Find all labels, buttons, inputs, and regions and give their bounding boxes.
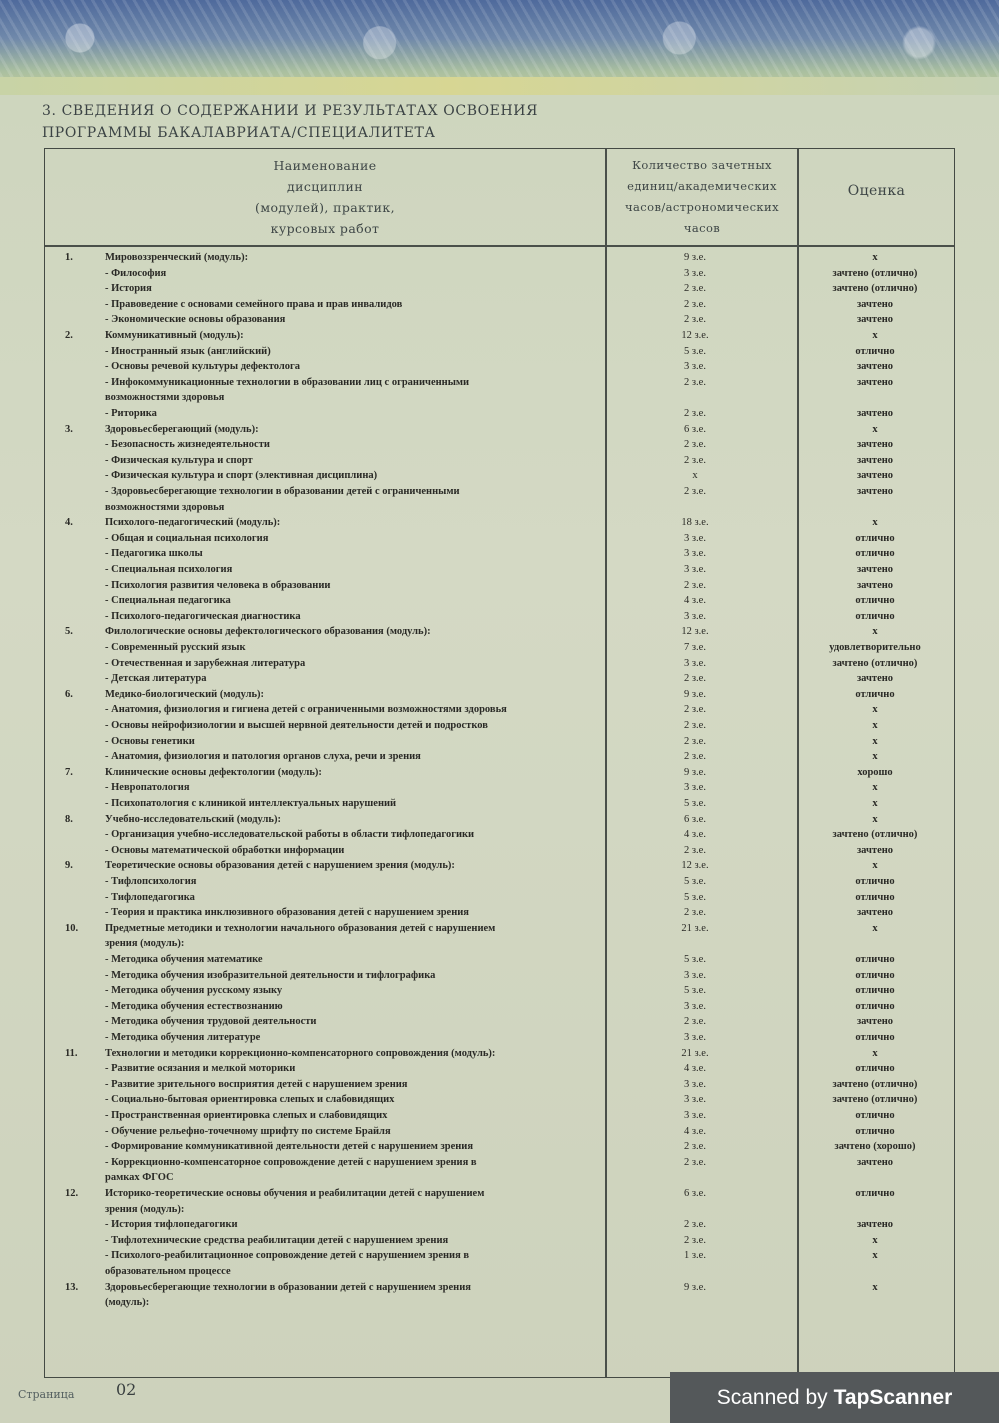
discipline-name: - Анатомия, физиология и патология органов слуха, речи и зрения	[105, 751, 421, 763]
credits-cell: 3 з.е.	[684, 1032, 706, 1043]
table-row	[45, 1297, 954, 1313]
discipline-name: - Анатомия, физиология и гигиена детей с ограниченными возможностями здоровья	[105, 704, 507, 716]
table-row	[45, 1001, 954, 1017]
credits-cell: 7 з.е.	[684, 642, 706, 653]
credits-cell: 2 з.е.	[684, 376, 706, 388]
grade-cell: x	[872, 735, 878, 747]
row-number: 13.	[65, 1281, 79, 1293]
grade-cell: отлично	[855, 1125, 895, 1137]
credits-cell: 9 з.е.	[684, 766, 706, 778]
credits-cell: 5 з.е.	[684, 798, 706, 809]
grade-cell: x	[872, 252, 878, 263]
credits-cell: 3 з.е.	[684, 657, 706, 669]
header-divider	[45, 245, 954, 247]
credits-cell: 2 з.е.	[684, 704, 706, 716]
grade-cell: зачтено (отлично)	[832, 267, 918, 279]
credits-cell: 2 з.е.	[684, 844, 706, 856]
grade-cell: отлично	[855, 532, 895, 544]
discipline-name: Медико-биологический (модуль):	[105, 688, 265, 700]
table-row	[45, 720, 954, 736]
discipline-name: зрения (модуль):	[105, 1203, 185, 1215]
page-label: Страница	[18, 1388, 75, 1401]
discipline-name: Предметные методики и технологии начального образования детей с нарушением	[105, 922, 496, 934]
credits-cell: 2 з.е.	[684, 454, 706, 466]
discipline-name: - Психопатология с клиникой интеллектуальных нарушений	[105, 798, 397, 809]
grade-cell: x	[872, 704, 878, 716]
grade-cell: x	[872, 813, 878, 825]
grade-cell: отлично	[855, 610, 895, 622]
credits-cell: 2 з.е.	[684, 735, 706, 747]
credits-cell: 9 з.е.	[684, 688, 706, 700]
table-row	[45, 1266, 954, 1282]
discipline-name: - Тифлотехнические средства реабилитации детей с нарушением зрения	[105, 1234, 449, 1246]
discipline-name: - Отечественная и зарубежная литература	[105, 657, 306, 669]
discipline-name: - Методика обучения изобразительной деятельности и тифлографика	[105, 969, 436, 981]
grade-cell: отлично	[855, 548, 895, 560]
grade-cell: отлично	[855, 688, 895, 700]
credits-cell: 21 з.е.	[681, 922, 709, 934]
grade-cell: зачтено	[856, 844, 894, 856]
grade-cell: x	[872, 1047, 878, 1059]
credits-cell: 3 з.е.	[684, 361, 706, 373]
discipline-name: Здоровьесберегающий (модуль):	[105, 423, 259, 435]
credits-cell: 12 з.е.	[681, 860, 709, 872]
grade-cell: x	[872, 782, 878, 794]
row-number: 12.	[65, 1188, 79, 1199]
credits-cell: 6 з.е.	[684, 1188, 706, 1199]
page-number: 02	[116, 1380, 137, 1399]
discipline-name: Теоретические основы образования детей с нарушением зрения (модуль):	[105, 860, 455, 872]
grade-cell: x	[872, 330, 878, 341]
discipline-name: - История тифлопедагогики	[105, 1219, 238, 1231]
table-row	[45, 829, 954, 845]
table-row	[45, 517, 954, 533]
table-row	[45, 377, 954, 393]
discipline-name: (модуль):	[105, 1297, 150, 1309]
grade-cell: зачтено	[856, 907, 894, 919]
table-row	[45, 642, 954, 658]
credits-cell: 2 з.е.	[684, 1219, 706, 1231]
table-row	[45, 938, 954, 954]
row-number: 4.	[65, 517, 73, 529]
discipline-name: - Иностранный язык (английский)	[105, 345, 271, 357]
table-row	[45, 283, 954, 299]
grade-cell: x	[872, 626, 878, 638]
credits-cell: 2 з.е.	[684, 1141, 706, 1153]
credits-cell: 2 з.е.	[684, 314, 706, 326]
grade-cell: x	[872, 860, 878, 872]
row-number: 9.	[65, 860, 73, 872]
credits-cell: 2 з.е.	[684, 1234, 706, 1246]
row-number: 6.	[65, 688, 73, 700]
table-row	[45, 424, 954, 440]
discipline-name: - Основы нейрофизиологии и высшей нервной деятельности детей и подростков	[105, 720, 488, 731]
table-row	[45, 1188, 954, 1204]
decorative-header-band	[0, 0, 999, 95]
watermark-prefix: Scanned by	[716, 1385, 828, 1409]
discipline-name: рамках ФГОС	[105, 1172, 174, 1184]
credits-cell: 4 з.е.	[684, 595, 706, 607]
table-row	[45, 689, 954, 705]
credits-cell: x	[692, 470, 698, 482]
discipline-name: - Обучение рельефно-точечному шрифту по системе Брайля	[105, 1125, 391, 1137]
discipline-name: - Физическая культура и спорт (элективная дисциплина)	[105, 470, 378, 482]
credits-cell: 3 з.е.	[684, 532, 706, 544]
credits-cell: 2 з.е.	[684, 907, 706, 919]
credits-cell: 2 з.е.	[684, 408, 706, 419]
grade-cell: зачтено	[856, 314, 894, 326]
row-number: 8.	[65, 813, 73, 825]
row-number: 3.	[65, 423, 73, 435]
table-row	[45, 392, 954, 408]
discipline-name: - Методика обучения математике	[105, 954, 263, 965]
discipline-name: - Психология развития человека в образовании	[105, 579, 331, 591]
grade-cell: отлично	[855, 954, 895, 965]
grade-cell: отлично	[855, 969, 895, 981]
credits-cell: 2 з.е.	[684, 439, 706, 451]
discipline-name: - Пространственная ориентировка слепых и слабовидящих	[105, 1110, 388, 1121]
credits-cell: 4 з.е.	[684, 829, 706, 841]
grade-cell: удовлетворительно	[829, 642, 921, 653]
row-number: 7.	[65, 766, 73, 778]
discipline-name: - Детская литература	[105, 673, 207, 685]
grade-cell: зачтено	[856, 376, 894, 388]
discipline-name: - Философия	[105, 267, 167, 279]
grade-cell: зачтено	[856, 361, 894, 373]
table-row	[45, 1172, 954, 1188]
discipline-name: - Безопасность жизнедеятельности	[105, 439, 270, 451]
table-row	[45, 892, 954, 908]
discipline-name: - История	[105, 283, 152, 295]
table-row	[45, 1157, 954, 1173]
table-row	[45, 970, 954, 986]
discipline-name: - Коррекционно-компенсаторное сопровождение детей с нарушением зрения в	[105, 1156, 477, 1168]
grade-cell: отлично	[855, 595, 895, 607]
table-row	[45, 252, 954, 268]
discipline-name: - Общая и социальная психология	[105, 532, 269, 544]
row-number: 1.	[65, 252, 73, 263]
discipline-name: - Организация учебно-исследовательской работы в области тифлопедагогики	[105, 829, 475, 841]
credits-cell: 2 з.е.	[684, 283, 706, 295]
table-row	[45, 751, 954, 767]
grade-cell: зачтено (отлично)	[832, 657, 918, 669]
table-row	[45, 1048, 954, 1064]
heading-line-2: ПРОГРАММЫ БАКАЛАВРИАТА/СПЕЦИАЛИТЕТА	[42, 125, 436, 141]
credits-cell: 4 з.е.	[684, 1125, 706, 1137]
credits-cell: 3 з.е.	[684, 1000, 706, 1012]
table-row	[45, 1250, 954, 1266]
credits-cell: 3 з.е.	[684, 610, 706, 622]
table-row	[45, 673, 954, 689]
heading-line-1: 3. СВЕДЕНИЯ О СОДЕРЖАНИИ И РЕЗУЛЬТАТАХ ОСВОЕНИЯ	[42, 103, 539, 119]
grade-cell: зачтено (отлично)	[832, 1094, 918, 1106]
table-row	[45, 1282, 954, 1298]
table-row	[45, 330, 954, 346]
grade-cell: x	[872, 751, 878, 763]
credits-cell: 21 з.е.	[681, 1047, 709, 1059]
table-row	[45, 611, 954, 627]
grade-cell: отлично	[855, 1188, 895, 1199]
table-row	[45, 1032, 954, 1048]
table-row	[45, 985, 954, 1001]
credits-cell: 9 з.е.	[684, 1281, 706, 1293]
grade-cell: зачтено	[856, 470, 894, 482]
credits-cell: 2 з.е.	[684, 673, 706, 685]
discipline-name: возможностями здоровья	[105, 501, 225, 513]
credits-cell: 12 з.е.	[681, 626, 709, 638]
discipline-name: Клинические основы дефектологии (модуль):	[105, 766, 322, 778]
credits-cell: 2 з.е.	[684, 1156, 706, 1168]
table-row	[45, 704, 954, 720]
discipline-name: - Психолого-реабилитационное сопровождение детей с нарушением зрения в	[105, 1250, 470, 1262]
table-row	[45, 548, 954, 564]
table-row	[45, 486, 954, 502]
credits-cell: 5 з.е.	[684, 985, 706, 997]
table-row	[45, 408, 954, 424]
grade-cell: зачтено	[856, 454, 894, 466]
table-row	[45, 767, 954, 783]
discipline-name: Историко-теоретические основы обучения и реабилитации детей с нарушением	[105, 1188, 485, 1199]
credits-cell: 3 з.е.	[684, 782, 706, 794]
credits-cell: 5 з.е.	[684, 891, 706, 903]
credits-cell: 5 з.е.	[684, 876, 706, 887]
table-row	[45, 1219, 954, 1235]
discipline-name: - Правоведение с основами семейного права и прав инвалидов	[105, 298, 403, 310]
discipline-name: - Развитие зрительного восприятия детей с нарушением зрения	[105, 1078, 408, 1090]
grade-cell: зачтено (отлично)	[832, 1078, 918, 1090]
discipline-name: - Основы математической обработки информации	[105, 844, 345, 856]
discipline-name: - Педагогика школы	[105, 548, 203, 560]
credits-cell: 1 з.е.	[684, 1250, 706, 1262]
grade-cell: отлично	[855, 1000, 895, 1012]
credits-cell: 3 з.е.	[684, 1078, 706, 1090]
table-row	[45, 658, 954, 674]
grade-cell: x	[872, 517, 878, 529]
row-number: 11.	[65, 1047, 78, 1059]
grade-cell: зачтено (отлично)	[832, 829, 918, 841]
table-row	[45, 1079, 954, 1095]
table-row	[45, 580, 954, 596]
discipline-name: - Экономические основы образования	[105, 314, 286, 326]
discipline-name: зрения (модуль):	[105, 938, 185, 950]
grade-cell: отлично	[855, 1063, 895, 1075]
credits-cell: 3 з.е.	[684, 564, 706, 575]
grade-cell: зачтено (хорошо)	[834, 1141, 916, 1153]
grade-cell: зачтено (отлично)	[832, 283, 918, 295]
discipline-name: - Физическая культура и спорт	[105, 454, 253, 466]
discipline-name: - Современный русский язык	[105, 642, 246, 653]
grades-table	[44, 148, 955, 1378]
table-row	[45, 798, 954, 814]
credits-cell: 2 з.е.	[684, 486, 706, 497]
grade-cell: отлично	[855, 985, 895, 997]
credits-cell: 6 з.е.	[684, 423, 706, 435]
grade-cell: отлично	[855, 876, 895, 887]
discipline-name: - Методика обучения трудовой деятельности	[105, 1016, 317, 1028]
column-header-credits: Количество зачетных единиц/академических часов/астрономических часов	[625, 158, 779, 235]
discipline-name: - Методика обучения литературе	[105, 1032, 261, 1043]
credits-cell: 5 з.е.	[684, 954, 706, 965]
table-row	[45, 1110, 954, 1126]
grade-cell: x	[872, 1281, 878, 1293]
discipline-name: Филологические основы дефектологического образования (модуль):	[105, 626, 431, 638]
table-row	[45, 1094, 954, 1110]
discipline-name: - Методика обучения русскому языку	[105, 985, 283, 997]
table-row	[45, 502, 954, 518]
grade-cell: x	[872, 1234, 878, 1246]
grade-cell: хорошо	[857, 766, 893, 778]
discipline-name: - Инфокоммуникационные технологии в образовании лиц с ограниченными	[105, 376, 470, 388]
table-row	[45, 1204, 954, 1220]
table-row	[45, 439, 954, 455]
table-row	[45, 1235, 954, 1251]
table-row	[45, 1126, 954, 1142]
discipline-name: образовательном процессе	[105, 1266, 231, 1277]
grade-cell: зачтено	[856, 564, 894, 575]
discipline-name: Здоровьесберегающие технологии в образовании детей с нарушением зрения	[105, 1281, 471, 1293]
table-row	[45, 1016, 954, 1032]
discipline-name: - Психолого-педагогическая диагностика	[105, 610, 301, 622]
grade-cell: x	[872, 423, 878, 435]
credits-cell: 2 з.е.	[684, 720, 706, 731]
discipline-name: - Теория и практика инклюзивного образования детей с нарушением зрения	[105, 907, 469, 919]
table-row	[45, 782, 954, 798]
grade-cell: x	[872, 1250, 878, 1262]
discipline-name: - Тифлопедагогика	[105, 891, 195, 903]
grade-cell: зачтено	[856, 408, 894, 419]
table-row	[45, 346, 954, 362]
scanner-watermark	[670, 1372, 999, 1423]
discipline-name: Мировоззренческий (модуль):	[105, 252, 249, 263]
column-header-name: Наименование дисциплин (модулей), практик, курсовых работ	[255, 158, 395, 236]
credits-cell: 2 з.е.	[684, 751, 706, 763]
discipline-name: Коммуникативный (модуль):	[105, 330, 244, 341]
discipline-name: - Тифлопсихология	[105, 876, 197, 887]
table-row	[45, 1141, 954, 1157]
discipline-name: - Формирование коммуникативной деятельности детей с нарушением зрения	[105, 1141, 474, 1153]
discipline-name: - Невропатология	[105, 782, 190, 794]
grade-cell: зачтено	[856, 1156, 894, 1168]
grade-cell: зачтено	[856, 673, 894, 685]
grade-cell: зачтено	[856, 486, 894, 497]
credits-cell: 9 з.е.	[684, 252, 706, 263]
grade-cell: зачтено	[856, 298, 894, 310]
table-row	[45, 876, 954, 892]
credits-cell: 18 з.е.	[681, 517, 709, 529]
table-row	[45, 1063, 954, 1079]
table-row	[45, 533, 954, 549]
grade-cell: x	[872, 720, 878, 731]
discipline-name: Технологии и методики коррекционно-компенсаторного сопровождения (модуль):	[105, 1047, 496, 1059]
discipline-name: - Здоровьесберегающие технологии в образовании детей с ограниченными	[105, 486, 460, 497]
grade-cell: отлично	[855, 891, 895, 903]
discipline-name: - Развитие осязания и мелкой моторики	[105, 1063, 296, 1075]
column-header-grade: Оценка	[847, 183, 906, 199]
discipline-name: - Основы генетики	[105, 735, 195, 747]
discipline-name: Учебно-исследовательский (модуль):	[105, 813, 281, 825]
table-row	[45, 595, 954, 611]
credits-cell: 3 з.е.	[684, 548, 706, 560]
discipline-name: - Риторика	[105, 408, 157, 419]
credits-cell: 3 з.е.	[684, 969, 706, 981]
credits-cell: 5 з.е.	[684, 345, 706, 357]
credits-cell: 3 з.е.	[684, 1110, 706, 1121]
table-row	[45, 564, 954, 580]
table-row	[45, 736, 954, 752]
watermark-brand: TapScanner	[833, 1385, 953, 1409]
table-row	[45, 268, 954, 284]
row-number: 2.	[65, 330, 73, 341]
grade-cell: зачтено	[856, 439, 894, 451]
table-row	[45, 314, 954, 330]
grade-cell: зачтено	[856, 579, 894, 591]
discipline-name: - Социально-бытовая ориентировка слепых и слабовидящих	[105, 1094, 395, 1106]
grade-cell: зачтено	[856, 1016, 894, 1028]
grade-cell: зачтено	[856, 1219, 894, 1231]
grade-cell: x	[872, 798, 878, 809]
credits-cell: 2 з.е.	[684, 1016, 706, 1028]
table-row	[45, 954, 954, 970]
table-row	[45, 860, 954, 876]
row-number: 10.	[65, 922, 79, 934]
section-heading	[42, 100, 742, 144]
discipline-name: - Основы речевой культуры дефектолога	[105, 361, 301, 373]
discipline-name: возможностями здоровья	[105, 392, 225, 404]
credits-cell: 2 з.е.	[684, 298, 706, 310]
credits-cell: 4 з.е.	[684, 1063, 706, 1075]
credits-cell: 12 з.е.	[681, 330, 709, 341]
table-row	[45, 361, 954, 377]
table-row	[45, 845, 954, 861]
credits-cell: 2 з.е.	[684, 579, 706, 591]
row-number: 5.	[65, 626, 73, 638]
table-row	[45, 626, 954, 642]
discipline-name: Психолого-педагогический (модуль):	[105, 517, 281, 529]
table-row	[45, 470, 954, 486]
credits-cell: 3 з.е.	[684, 1094, 706, 1106]
grade-cell: отлично	[855, 1110, 895, 1121]
table-row	[45, 299, 954, 315]
grade-cell: отлично	[855, 1032, 895, 1043]
grade-cell: отлично	[855, 345, 895, 357]
table-row	[45, 814, 954, 830]
credits-cell: 3 з.е.	[684, 267, 706, 279]
table-row	[45, 923, 954, 939]
discipline-name: - Специальная педагогика	[105, 595, 231, 607]
credits-cell: 6 з.е.	[684, 813, 706, 825]
discipline-name: - Методика обучения естествознанию	[105, 1000, 283, 1012]
table-row	[45, 907, 954, 923]
grade-cell: x	[872, 922, 878, 934]
table-row	[45, 455, 954, 471]
discipline-name: - Специальная психология	[105, 564, 233, 575]
